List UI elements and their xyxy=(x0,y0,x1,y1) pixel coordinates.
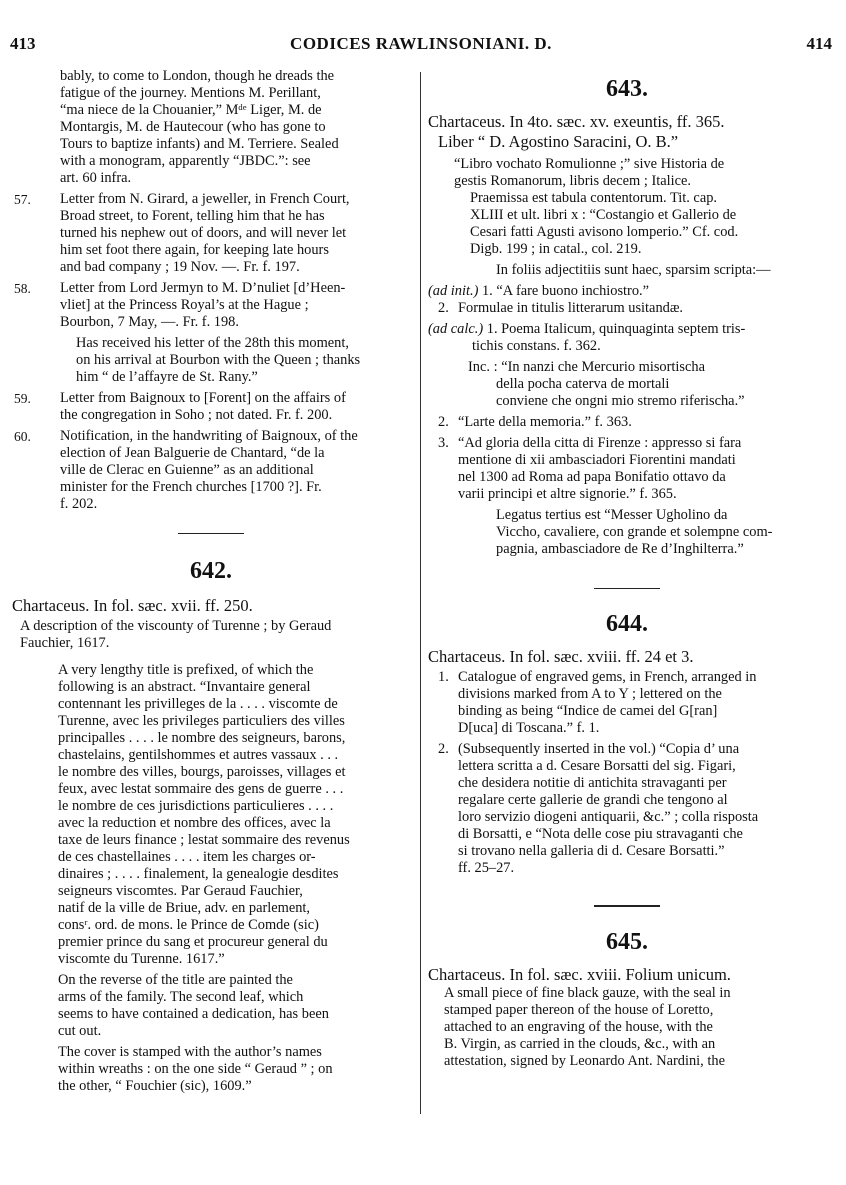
description-642 xyxy=(12,618,410,652)
text-line: le nombre de ces jurisdictions particulieres . . . . xyxy=(58,798,334,815)
text-line: following is an abstract. “Invantaire general xyxy=(58,679,311,696)
text-line: f. 202. xyxy=(60,496,98,512)
text-line: avec la reduction et nombre des offices, avec la xyxy=(58,815,331,832)
column-divider xyxy=(420,72,421,1114)
item-number: 60. xyxy=(14,429,31,444)
text-line: ville de Clerac en Guienne” as an additional xyxy=(60,462,314,478)
item-643-c3: 3. “Ad gloria della citta di Firenze : appresso si fara mentione di xii ambasciadori Fiorentini mandati nel 1300 ad Roma ad papa Bonifatio ottavo da varii principi et altre signorie.” f. 365. xyxy=(428,435,826,503)
entry-number-643: 643. xyxy=(606,76,648,102)
text-line: “ma niece de la Chouanier,” Mᵈᵉ Liger, M. de xyxy=(60,102,322,118)
item-number: 58. xyxy=(14,281,31,296)
chartaceus-645: Chartaceus. In fol. sæc. xviii. Folium unicum. xyxy=(428,964,731,984)
item-60 xyxy=(12,428,410,513)
text-line: arms of the family. The second leaf, which xyxy=(58,989,304,1006)
ad-calc-643: (ad calc.) 1. Poema Italicum, quinquaginta septem tris- tichis constans. f. 362. Inc. : “In nanzi che Mercurio misortischa della pocha caterva de mortali conviene che ongni mio stremo riferischa.” xyxy=(428,321,826,410)
text-line: che desidera notitie di antichita stravaganti per xyxy=(458,775,727,792)
text-line: ff. 25–27. xyxy=(458,860,515,877)
text-line: “Libro vochato Romulionne ;” sive Historia de xyxy=(454,156,725,172)
text-line: binding as being “Indice de camei del G[ran] xyxy=(458,703,718,720)
continued-entry xyxy=(12,68,410,187)
text-line: di Borsatti, e “Nota delle cose piu stravaganti che xyxy=(458,826,743,843)
text-line: dinaires ; . . . . finalement, la genealogie desdites xyxy=(58,866,339,883)
running-header xyxy=(10,34,832,60)
text-line: lettera scritta a d. Cesare Borsatti del sig. Figari, xyxy=(458,758,736,775)
text-line: le nombre des villes, bourgs, paroisses, villages et xyxy=(58,764,346,781)
text-line: Bourbon, 7 May, —. Fr. f. 198. xyxy=(60,314,239,330)
text-line: stamped paper thereon of the house of Loretto, xyxy=(444,1001,714,1018)
entry-number-642: 642. xyxy=(190,558,232,585)
text-line: tichis constans. f. 362. xyxy=(472,338,601,354)
text-line: him “ de l’affayre de St. Rany.” xyxy=(76,369,258,385)
text-line: Has received his letter of the 28th this moment, xyxy=(76,335,349,351)
page-number-right: 414 xyxy=(806,34,832,53)
text-line: on his arrival at Bourbon with the Queen ; thanks xyxy=(76,352,361,368)
paragraph-642-cover xyxy=(12,1044,410,1095)
item-59 xyxy=(12,390,410,424)
text-line: pagnia, ambasciadore de Re d’Inghilterra.” xyxy=(496,541,744,557)
legatus-643 xyxy=(428,507,826,558)
item-58 xyxy=(12,280,410,386)
text-line: chastelains, gentilshommes et autres vassaux . . . xyxy=(58,747,339,764)
item-number: 59. xyxy=(14,391,31,406)
text-line: Turenne, avec les privileges particuliers des villes xyxy=(58,713,345,730)
left-column xyxy=(12,68,410,1095)
text-line: art. 60 infra. xyxy=(60,170,132,186)
text-line: nel 1300 ad Roma ad papa Bonifatio ottavo da xyxy=(458,469,726,485)
paragraph-642-title xyxy=(12,662,410,968)
text-line: de ces chastellaines . . . . item les charges or- xyxy=(58,849,316,866)
text-line: XLIII et ult. libri x : “Costangio et Gallerio de xyxy=(470,207,737,223)
chartaceus-642: Chartaceus. In fol. sæc. xvii. ff. 250. xyxy=(12,596,253,616)
text-line: the other, “ Fouchier (sic), 1609.” xyxy=(58,1078,252,1095)
text-line: natif de la ville de Briue, adv. en parlement, xyxy=(58,900,311,917)
text-line: attached to an engraving of the house, with the xyxy=(444,1018,713,1035)
text-line: varii principi et altre signorie.” f. 365. xyxy=(458,486,677,502)
liber-643: Liber “ D. Agostino Saracini, O. B.” xyxy=(438,132,679,151)
text-line: seigneurs viscomtes. Par Geraud Fauchier, xyxy=(58,883,303,900)
text-line: Praemissa est tabula contentorum. Tit. cap. xyxy=(470,190,718,206)
text-line: premier prince du sang et procureur general du xyxy=(58,934,328,951)
text-line: gestis Romanorum, libris decem ; Italice. xyxy=(454,173,691,189)
chartaceus-644: Chartaceus. In fol. sæc. xviii. ff. 24 et 3. xyxy=(428,647,694,667)
ad-init-643: (ad init.) 1. “A fare buono inchiostro.” xyxy=(428,283,650,299)
text-line: divisions marked from A to Y ; lettered on the xyxy=(458,686,722,703)
description-643 xyxy=(428,156,826,190)
text-line: contennant les privilleges de la . . . . viscomte de xyxy=(58,696,338,713)
text-line: fatigue of the journey. Mentions M. Perillant, xyxy=(60,85,321,101)
text-line: within wreaths : on the one side “ Geraud ” ; on xyxy=(58,1061,333,1078)
text-line: Legatus tertius est “Messer Ugholino da xyxy=(496,507,728,523)
note-643 xyxy=(428,190,826,258)
item-643-2: 2. Formulae in titulis litterarum usitandæ. xyxy=(438,300,684,316)
text-line: (Subsequently inserted in the vol.) “Copia d’ una xyxy=(458,741,740,758)
item-643-c2: 2. “Larte della memoria.” f. 363. xyxy=(438,414,632,430)
text-line: regalare certe gallerie de grandi che tengono al xyxy=(458,792,728,809)
right-column xyxy=(428,68,826,1070)
text-line: bably, to come to London, though he dreads the xyxy=(60,68,335,84)
text-line: principalles . . . . le nombre des seigneurs, barons, xyxy=(58,730,346,747)
text-line: A very lengthy title is prefixed, of which the xyxy=(58,662,314,679)
text-line: Broad street, to Forent, telling him that he has xyxy=(60,208,325,224)
text-line: election of Jean Balguerie de Chantard, “de la xyxy=(60,445,325,461)
text-line: feux, avec lestat sommaire des gens de guerre . . . xyxy=(58,781,344,798)
entry-number-645: 645. xyxy=(606,928,648,955)
item-number: 57. xyxy=(14,192,31,207)
description-645 xyxy=(428,985,826,1070)
paragraph-642-arms xyxy=(12,972,410,1040)
text-line: Catalogue of engraved gems, in French, arranged in xyxy=(458,669,757,686)
text-line: si trovano nella galleria di d. Cesare Borsatti.” xyxy=(458,843,725,860)
text-line: Fauchier, 1617. xyxy=(20,635,110,652)
text-line: Digb. 199 ; in catal., col. 219. xyxy=(470,241,642,257)
text-line: consʳ. ord. de mons. le Prince de Comde (sic) xyxy=(58,917,319,934)
text-line: Montargis, M. de Hautecour (who has gone to xyxy=(60,119,326,135)
text-line: conviene che ongni mio stremo riferischa.” xyxy=(496,393,745,409)
text-line: cut out. xyxy=(58,1023,102,1040)
item-644-1: 1. Catalogue of engraved gems, in French, arranged in divisions marked from A to Y ; lettered on the binding as being “Indice de camei del G[ran] D[uca] di Toscana.” f. 1. xyxy=(428,669,826,737)
text-line: Tours to baptize infants) and M. Terriere. Sealed xyxy=(60,136,339,152)
text-line: Viccho, cavaliere, con grande et solempne com- xyxy=(496,524,773,540)
entry-number-644: 644. xyxy=(606,611,648,638)
text-line: viscomte du Turenne. 1617.” xyxy=(58,951,225,968)
text-line: with a monogram, apparently “JBDC.”: see xyxy=(60,153,311,169)
text-line: della pocha caterva de mortali xyxy=(496,376,670,392)
text-line: Notification, in the handwriting of Baignoux, of the xyxy=(60,428,358,444)
running-title: CODICES RAWLINSONIANI. D. xyxy=(290,34,552,53)
item-57 xyxy=(12,191,410,276)
item-644-2: 2. (Subsequently inserted in the vol.) “Copia d’ una lettera scritta a d. Cesare Borsatti del sig. Figari, che desidera notitie di antichita stravaganti per regalare certe gallerie de grandi che tengono al loro servizio diogeni antiquarii, &c.” ; colla risposta di Borsatti, e “Nota delle cose piu stravaganti che si trovano nella galleria di d. Cesare Borsatti.” ff. 25–27. xyxy=(428,741,826,877)
text-line: mentione di xii ambasciadori Fiorentini mandati xyxy=(458,452,736,468)
page-number-left: 413 xyxy=(10,34,36,53)
text-line: On the reverse of the title are painted the xyxy=(58,972,293,989)
text-line: Letter from Baignoux to [Forent] on the affairs of xyxy=(60,390,346,406)
text-line: attestation, signed by Leonardo Ant. Nardini, the xyxy=(444,1052,725,1069)
text-line: “Ad gloria della citta di Firenze : appresso si fara xyxy=(458,435,742,451)
chartaceus-643: Chartaceus. In 4to. sæc. xv. exeuntis, ff. 365. xyxy=(428,112,725,131)
text-line: turned his nephew out of doors, and will never let xyxy=(60,225,347,241)
text-line: and bad company ; 19 Nov. —. Fr. f. 197. xyxy=(60,259,300,275)
text-line: The cover is stamped with the author’s names xyxy=(58,1044,322,1061)
text-line: Cesari fatti Agusti avisono lomperio.” Cf. cod. xyxy=(470,224,739,240)
text-line: Letter from Lord Jermyn to M. D’nuliet [d’Heen- xyxy=(60,280,346,296)
folia-643: In foliis adjectitiis sunt haec, sparsim scripta:— xyxy=(496,262,771,278)
text-line: the congregation in Soho ; not dated. Fr. f. 200. xyxy=(60,407,333,423)
text-line: seems to have contained a dedication, has been xyxy=(58,1006,329,1023)
text-line: vliet] at the Princess Royal’s at the Hague ; xyxy=(60,297,309,313)
text-line: taxe de leurs finance ; lestat sommaire des revenus xyxy=(58,832,350,849)
text-line: Letter from N. Girard, a jeweller, in French Court, xyxy=(60,191,350,207)
text-line: loro servizio diogeni antiquarii, &c.” ; colla risposta xyxy=(458,809,759,826)
text-line: him set foot there again, for keeping late hours xyxy=(60,242,329,258)
text-line: minister for the French churches [1700 ?]. Fr. xyxy=(60,479,322,495)
text-line: B. Virgin, as carried in the clouds, &c., with an xyxy=(444,1035,716,1052)
text-line: D[uca] di Toscana.” f. 1. xyxy=(458,720,600,737)
text-line: A small piece of fine black gauze, with the seal in xyxy=(444,984,731,1001)
text-line: A description of the viscounty of Turenne ; by Geraud xyxy=(20,618,332,635)
